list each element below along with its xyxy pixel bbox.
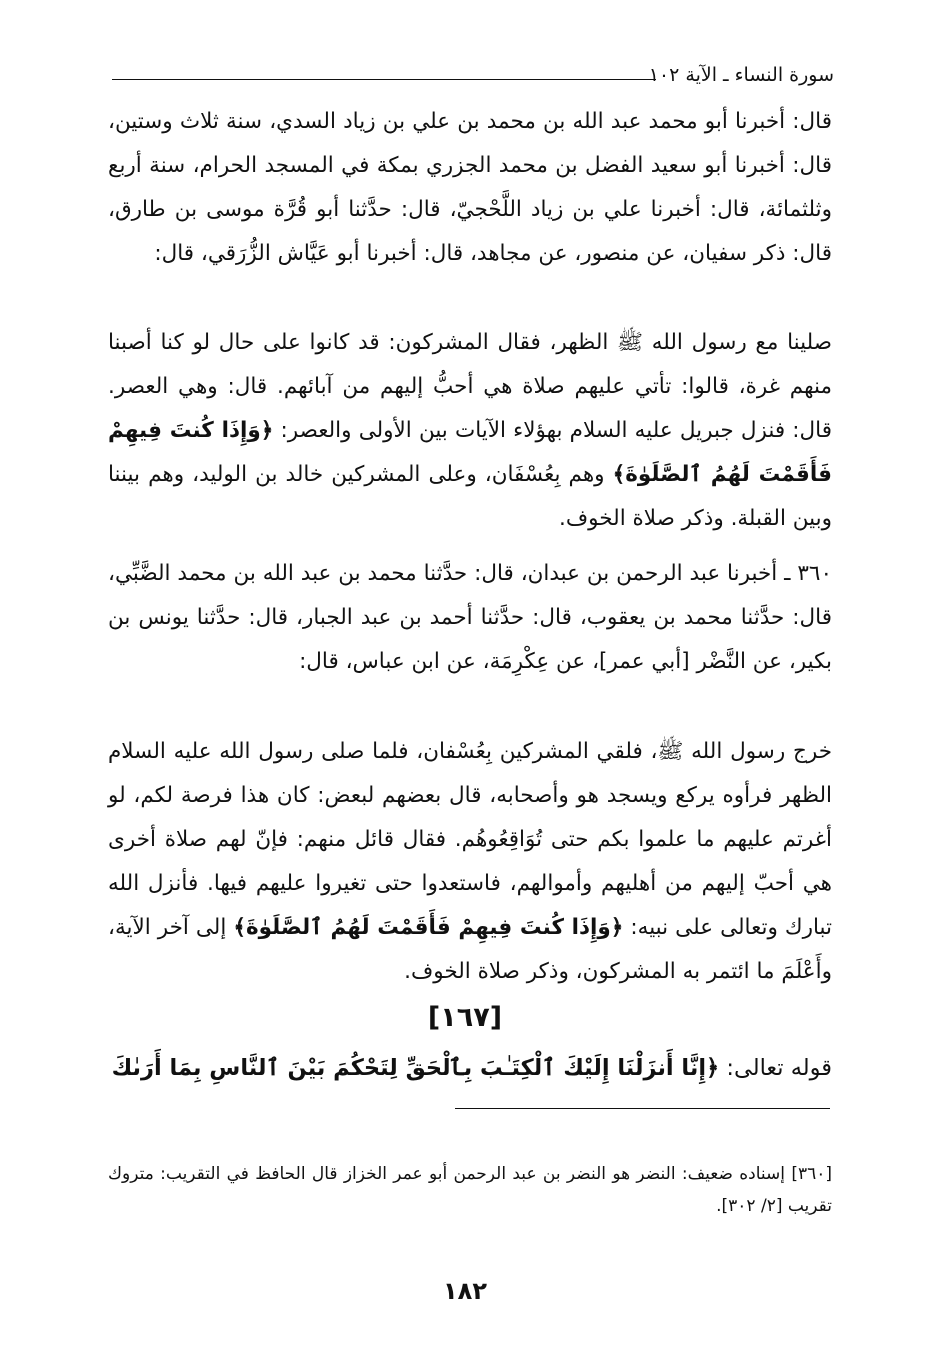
quran-quote: ﴿وَإِذَا كُنتَ فِيهِمْ فَأَقَمْتَ لَهُمُ ٱلصَّلَوٰةَ﴾: [108, 418, 832, 487]
verse-intro: قوله تعالى:: [719, 1055, 832, 1081]
verse-line: [108, 1046, 832, 1090]
paragraph-hadith-1: [108, 321, 832, 541]
paragraph-text: صلينا مع رسول الله ﷺ الظهر، فقال المشركون: قد كانوا على حال لو كنا أصبنا منهم غرة، قالوا: تأتي عليهم صلاة هي أحبُّ إليهم من آبائهم. قال: وهي العصر. قال: فنزل جبريل عليه السلام بهؤلاء الآيات بين الأولى والعصر:: [108, 330, 832, 443]
paragraph-text: قال: أخبرنا أبو محمد عبد الله بن محمد بن علي بن زياد السدي، سنة ثلاث وستين، قال: أخبرنا أبو سعيد الفضل بن محمد الجزري بمكة في المسجد الحرام، سنة أربع وثلثمائة، قال: أخبرنا علي بن زياد اللَّحْجيّ، قال: حدَّثنا أبو قُرَّة موسى بن طارق، قال: ذكر سفيان، عن منصور، عن مجاهد، قال: أخبرنا أبو عَيَّاش الزُّرَقي، قال:: [108, 109, 832, 266]
quran-quote: ﴿وَإِذَا كُنتَ فِيهِمْ فَأَقَمْتَ لَهُمُ ٱلصَّلَوٰةَ﴾: [233, 915, 624, 940]
page-number: ١٨٢: [443, 1277, 487, 1305]
section-number: [١٦٧]: [427, 1002, 503, 1033]
paragraph-text: ٣٦٠ ـ أخبرنا عبد الرحمن بن عبدان، قال: حدَّثنا محمد بن عبد الله بن محمد الضَّبِّي، قال: حدَّثنا محمد بن يعقوب، قال: حدَّثنا أحمد بن عبد الجبار، قال: حدَّثنا يونس بن بكير، عن النَّضْر [أبي عمر]، عن عِكْرِمَة، عن ابن عباس، قال:: [108, 561, 832, 674]
paragraph-text: خرج رسول الله ﷺ، فلقي المشركين بِعُسْفان، فلما صلى رسول الله عليه السلام الظهر فرأوه يركع ويسجد هو وأصحابه، قال بعضهم لبعض: كان هذا فرصة لكم، لو أغرتم عليهم ما علموا بكم حتى تُوَاقِعُوهُم. فقال قائل منهم: فإنّ لهم صلاة أخرى هي أحبّ إليهم من أهليهم وأموالهم، فاستعدوا حتى تغيروا عليهم فيها. فأنزل الله تبارك وتعالى على نبيه:: [108, 739, 832, 940]
paragraph-hadith-2: [108, 730, 832, 994]
paragraph-isnad-2: [108, 552, 832, 684]
paragraph-isnad-1: [108, 100, 832, 276]
header-rule: [112, 79, 656, 80]
footnote: [٣٦٠] إسناده ضعيف: النضر هو النضر بن عبد الرحمن أبو عمر الخزاز قال الحافظ في التقريب: متروك تقريب [٢/ ٣٠٢].: [108, 1164, 832, 1216]
quran-verse: ﴿إِنَّا أَنزَلْنَا إِلَيْكَ ٱلْكِتَـٰبَ بِٱلْحَقِّ لِتَحْكُمَ بَيْنَ ٱلنَّاسِ بِمَا أَرَىٰكَ: [111, 1055, 720, 1081]
paragraph-text: وهم بِعُسْفَان، وعلى المشركين خالد بن الوليد، وهم بيننا وبين القبلة. وذكر صلاة الخوف.: [108, 462, 832, 531]
running-header: [112, 58, 834, 92]
header-title: سورة النساء ـ الآية ١٠٢: [648, 64, 834, 86]
footnote-rule: [455, 1108, 830, 1109]
paragraph-text: إلى آخر الآية، وأَعْلَمَ ما ائتمر به المشركون، وذكر صلاة الخوف.: [108, 915, 832, 984]
